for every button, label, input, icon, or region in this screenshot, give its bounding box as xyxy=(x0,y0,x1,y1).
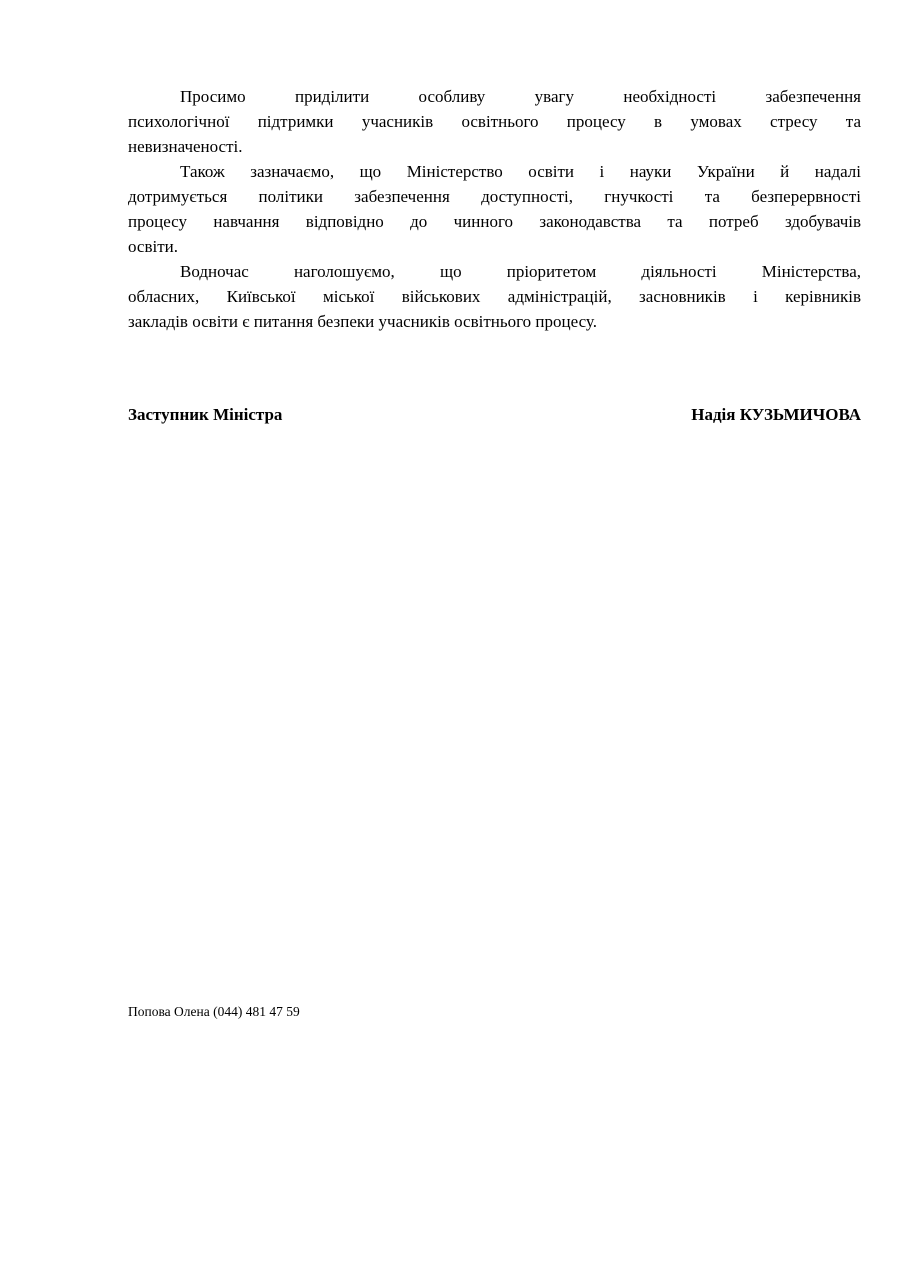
letter-content xyxy=(128,84,861,427)
paragraph-line: процесу навчання відповідно до чинного законодавства та потреб здобувачів xyxy=(128,212,861,231)
signature-name: Надія КУЗЬМИЧОВА xyxy=(691,405,861,424)
paragraph-line: освіти. xyxy=(128,237,178,256)
paragraph-line: невизначеності. xyxy=(128,137,243,156)
paragraph-line: закладів освіти є питання безпеки учасників освітнього процесу. xyxy=(128,312,597,331)
body-text xyxy=(128,84,861,334)
signature-position-title: Заступник Міністра xyxy=(128,405,283,424)
paragraph-line: дотримується політики забезпечення доступності, гнучкості та безперервності xyxy=(128,187,861,206)
paragraph-line: обласних, Київської міської військових адміністрацій, засновників і керівників xyxy=(128,287,861,306)
paragraph-line: Водночас наголошуємо, що пріоритетом діяльності Міністерства, xyxy=(180,262,861,281)
paragraph-line: Просимо приділити особливу увагу необхідності забезпечення xyxy=(180,87,861,106)
executor-contact: Попова Олена (044) 481 47 59 xyxy=(128,1004,300,1019)
paragraph-line: психологічної підтримки учасників освітнього процесу в умовах стресу та xyxy=(128,112,861,131)
signature-row xyxy=(128,402,861,427)
paragraph-line: Також зазначаємо, що Міністерство освіти і науки України й надалі xyxy=(180,162,861,181)
